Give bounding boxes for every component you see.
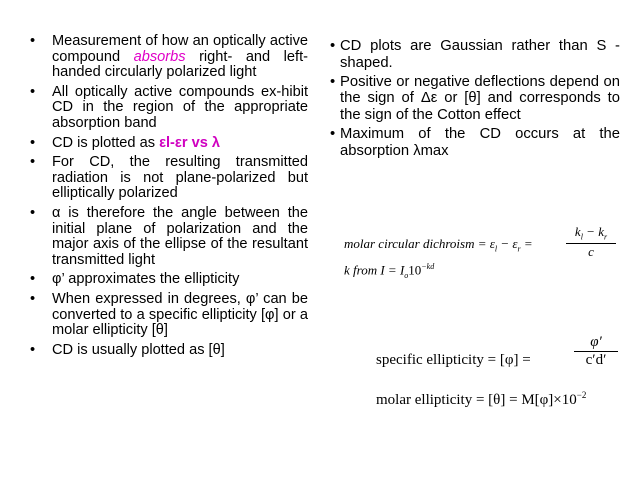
eq-sup: −kd (421, 262, 435, 271)
list-item (30, 34, 308, 81)
item-text: CD plots are Gaussian rather than S - shaped. (340, 38, 620, 71)
list-item (30, 272, 308, 288)
item-text: For CD, the resulting transmitted radiation is not plane-polarized but elliptically polarized (52, 154, 308, 202)
item-text: CD is usually plotted as [θ] (52, 341, 225, 358)
eq-text: molar circular dichroism = ε (344, 236, 495, 251)
bullet: • (30, 134, 36, 151)
dichroism-equation (344, 236, 533, 254)
specific-ellipticity-equation (376, 352, 531, 369)
cd-plot-emphasis: εl-εr vs λ (159, 134, 220, 151)
eq-text: specific ellipticity = [φ] = (376, 352, 531, 368)
eq-sub: r (603, 232, 608, 242)
bullet: • (330, 73, 336, 90)
list-item (30, 136, 308, 152)
item-text: Measurement of how an optically active compound (52, 33, 308, 65)
eq-text: = (520, 236, 533, 251)
right-column (330, 38, 620, 162)
k-equation (344, 262, 434, 280)
eq-text: molar ellipticity = [θ] = M[φ]×10 (376, 392, 577, 408)
list-item (330, 126, 620, 160)
item-text: α is therefore the angle between the initial plane of polarization and the major axis of the ellipse of the resultant transmitted light (52, 204, 308, 268)
list-item (30, 343, 308, 359)
list-item (330, 38, 620, 72)
eq-sub: l (580, 232, 583, 242)
molar-ellipticity-equation (376, 390, 586, 409)
list-item (30, 292, 308, 339)
eq-text: − ε (497, 236, 518, 251)
item-text: Maximum of the CD occurs at the absorption λmax (340, 125, 620, 159)
bullet: • (30, 341, 36, 358)
bullet: • (30, 290, 36, 307)
eq-text: − k (582, 224, 604, 239)
specific-ellipticity-fraction (574, 334, 618, 369)
item-text: right- and left-handed circularly polarized light (52, 48, 308, 81)
eq-sub: r (517, 244, 521, 254)
bullet: • (30, 271, 36, 288)
right-bullet-list (330, 38, 620, 160)
list-item (30, 206, 308, 268)
list-item (330, 74, 620, 124)
left-column (30, 34, 308, 362)
item-text: When expressed in degrees, φ’ can be converted to a specific ellipticity [φ] or a molar ellipticity [θ] (52, 290, 308, 339)
list-item (30, 85, 308, 132)
bullet: • (330, 125, 336, 142)
fraction-denominator: c′d′ (585, 352, 607, 368)
item-text: CD is plotted as (52, 134, 160, 151)
eq-text: k from I = I (344, 262, 405, 278)
left-bullet-list (30, 34, 308, 358)
bullet: • (30, 83, 36, 100)
bullet: • (30, 33, 36, 49)
bullet: • (30, 154, 36, 171)
fraction-numerator: φ′ (574, 334, 618, 352)
eq-text: 10 (408, 262, 422, 278)
eq-sub: o (404, 270, 409, 280)
eq-text: k (574, 224, 581, 239)
eq-sup: −2 (576, 390, 587, 400)
fraction-numerator (566, 224, 616, 244)
bullet: • (30, 204, 36, 221)
eq-sub: l (494, 244, 498, 254)
fraction-denominator: c (588, 243, 594, 259)
absorbs-emphasis: absorbs (133, 48, 186, 65)
bullet: • (330, 38, 336, 54)
item-text: All optically active compounds ex-hibit CD in the region of the appropriate absorption band (52, 83, 308, 131)
item-text: φ’ approximates the ellipticity (52, 271, 240, 288)
item-text: Positive or negative deflections depend on the sign of Δε or [θ] and corresponds to the sign of the Cotton effect (340, 73, 620, 124)
list-item (30, 155, 308, 202)
dichroism-fraction (566, 224, 616, 260)
